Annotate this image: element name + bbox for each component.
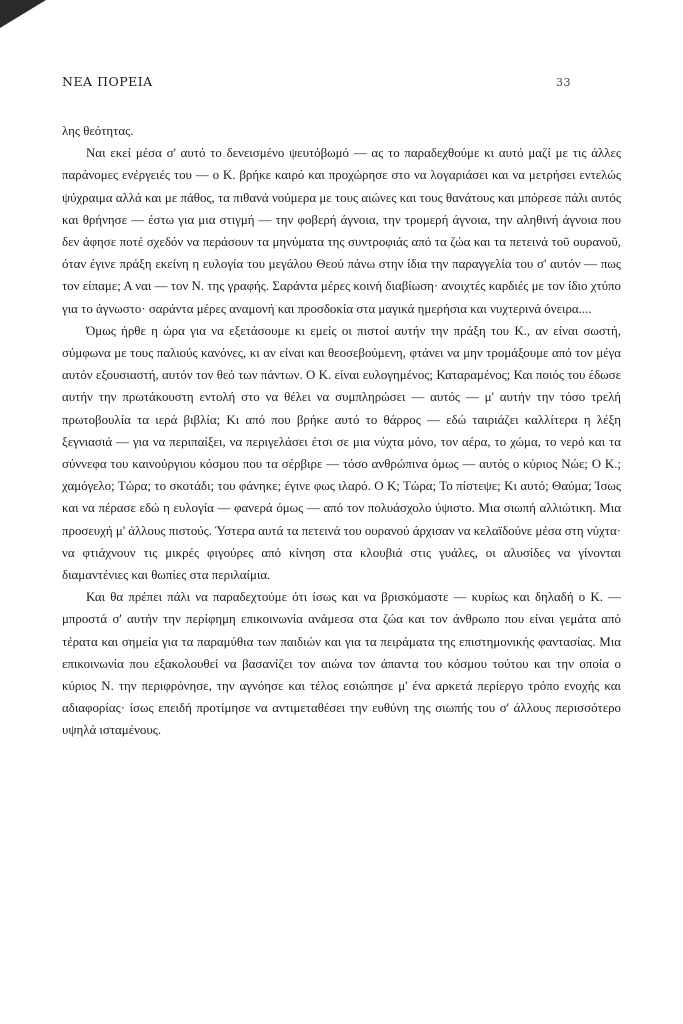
paragraph-continuation: λης θεότητας. xyxy=(62,124,134,138)
paragraph: Όμως ήρθε η ώρα για να εξετάσουμε κι εμείς οι πιστοί αυτήν την πράξη του Κ., αν είναι σωστή, σύμφωνα με τους παλιούς κανόνες, κι αν είναι και θεοσεβούμενη, φτάνει να μην τρομάξουμε από τον μέγα αυτόν εξουσιαστή, αυτόν τον θεό των πάντων. Ο Κ. είναι ευλογημένος; Καταραμένος; Και ποιός του έδωσε αυτήν την πρωτάκουστη εντολή στο να θέλει να συμπληρώσει — αυτός — μ' αυτήν την τόσο τρελή πρωτοβουλία τα ιερά βιβλία; Κι από που βρήκε αυτό το θάρρος — εδώ ταιριάζει καλλίτερα η λέξη ξεγνιασιά — για να περιπαίξει, να περιγελάσει έτσι σε μια νύχτα μόνο, τον αέρα, το χώμα, το νερό και τα σύννεφα του καινούργιου κόσμου που τα σέρβιρε — τόσο ανθρώπινα όμως — αυτός ο κύριος Νώε; Ο Κ.; χαμόγελο; Τώρα; το σκοτάδι; του φάνηκε; έγινε φως ιλαρό. Ο Κ; Τώρα; Το πίστεψε; Κι αυτό; Θαύμα; Ίσως και να πέρασε εδώ η ευλογία — φανερά όμως — από τον πολυάσχολο ύψιστο. Μια σιωπή αλλιώτικη. Μια προσευχή μ' άλλους πιστούς. Ύστερα αυτά τα πετεινά του ουρανού άρχισαν να κελαϊδούνε μέσα στη νύχτα· να φτιάχνουν τις μικρές φιγούρες από κίνηση στα κλουβιά στις γυάλες, οι αλυσίδες να γίνονται διαμαντένιες και θωπίες στα περιλαίμια. xyxy=(62,323,621,583)
page-number: 33 xyxy=(556,76,571,89)
page-header xyxy=(62,74,571,89)
paragraph: Ναι εκεί μέσα σ' αυτό το δενεισμένο ψευτόβωμό — ας το παραδεχθούμε κι αυτό μαζί με τις άλλες παράνομες ενέργειές του — ο Κ. βρήκε καιρό και προχώρησε στο να λογαριάσει και να μετρήσει εντελώς ψύχραιμα αλλά και με πάθος, τα πιθανά νούμερα με τους αιώνες και τους θανάτους και μπόρεσε πάλι αυτός και θρήνησε — έστω για μια στιγμή — την φοβερή άγνοια, την τρομερή άγνοια, την αληθινή άγνοια που δεν άφησε ποτέ σχεδόν να περάσουν τα μηνύματα της συντροφιάς από τα ζώα και τα πετεινά τοῦ ουρανοῦ, όταν έγινε πράξη εκείνη η ευλογία του μεγάλου Θεού πάνω στην ίδια την παραγγελία του σ' αυτόν — πως τον είπαμε; Α ναι — τον Ν. της γραφής. Σαράντα μέρες κοινή διαβίωση· ανοιχτές καρδιές με τον ίδιο χτύπο για το άγνωστο· σαράντα μέρες αναμονή και προσδοκία στα μαγικά ημερήσια και νυχτερινά όνειρα.... xyxy=(62,146,621,316)
running-title: ΝΕΑ ΠΟΡΕΙΑ xyxy=(62,74,153,89)
scan-corner-mark xyxy=(0,0,46,28)
paragraph: Και θα πρέπει πάλι να παραδεχτούμε ότι ίσως και να βρισκόμαστε — κυρίως και δηλαδή ο Κ. — μπροστά σ' αυτήν την περίφημη επικοινωνία ανάμεσα στα ζώα και τον άνθρωπο που είναι γεμάτα από τέρατα και σημεία για τα παραμύθια των παιδιών και για τα πειράματα της επιστημονικής φαντασίας. Μια επικοινωνία που εξακολουθεί να βασανίζει τον αιώνα τον άπαντα του κόσμου τούτου και την οποία ο κύριος Ν. την περιφρόνησε, την αγνόησε και τέλος εσιώπησε μ' ένα αρκετά περίεργο τρόπο ενοχής και αδιαφορίας· ίσως επειδή προτίμησε να αντιμεταθέσει την ευθύνη της σιωπής του σ' άλλους περισσότερο υψηλά ισταμένους. xyxy=(62,590,621,738)
body-text xyxy=(62,120,621,742)
